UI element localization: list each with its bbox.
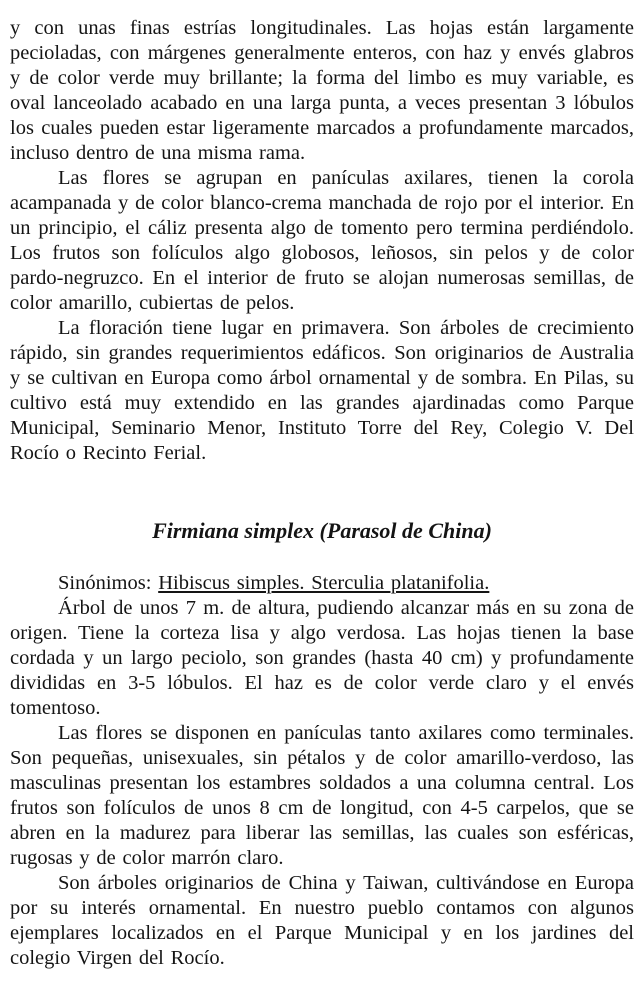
paragraph-origin-locations: Son árboles originarios de China y Taiwan, cultivándose en Europa por su interés ornamental. En nuestro pueblo contamos con algunos ejemplares localizados en el Parque Municipal y en los jardines del colegio Virgen del Rocío. (10, 872, 634, 969)
paragraph-flowers-description: Las flores se disponen en panículas tanto axilares como terminales. Son pequeñas, unisexuales, sin pétalos y de color amarillo-verdoso, las masculinas presentan los estambres soldados a una columna central. Los frutos son folículos de unos 8 cm de longitud, con 4-5 carpelos, que se abren en la madurez para liberar las semillas, las cuales son esféricas, rugosas y de color marrón claro. (10, 722, 634, 869)
synonyms-label: Sinónimos: (58, 572, 159, 594)
paragraph-leaves-continuation: y con unas finas estrías longitudinales. Las hojas están largamente pecioladas, con márgenes generalmente enteros, con haz y envés glabros y de color verde muy brillante; la forma del limbo es muy variable, es oval lanceolado acabado en una larga punta, a veces presentan 3 lóbulos los cuales pueden estar ligeramente marcados a profundamente marcados, incluso dentro de una misma rama. (10, 17, 634, 164)
paragraph-flowers-fruits: Las flores se agrupan en panículas axilares, tienen la corola acampanada y de color blanco-crema manchada de rojo por el interior. En un principio, el cáliz presenta algo de tomento pero termina perdiéndolo. Los frutos son folículos algo globosos, leñosos, sin pelos y de color pardo-negruzco. En el interior de fruto se alojan numerosas semillas, de color amarillo, cubiertas de pelos. (10, 167, 634, 314)
paragraph-flowering-cultivation: La floración tiene lugar en primavera. Son árboles de crecimiento rápido, sin grandes requerimientos edáficos. Son originarios de Australia y se cultivan en Europa como árbol ornamental y de sombra. En Pilas, su cultivo está muy extendido en las grandes ajardinadas como Parque Municipal, Seminario Menor, Instituto Torre del Rey, Colegio V. Del Rocío o Recinto Ferial. (10, 317, 634, 464)
synonyms-line (10, 571, 634, 596)
paragraph-tree-description: Árbol de unos 7 m. de altura, pudiendo alcanzar más en su zona de origen. Tiene la corteza lisa y algo verdosa. Las hojas tienen la base cordada y un largo peciolo, son grandes (hasta 40 cm) y profundamente divididas en 3-5 lóbulos. El haz es de color verde claro y el envés tomentoso. (10, 597, 634, 719)
synonyms-names: Hibiscus simples. Sterculia platanifolia. (158, 572, 490, 594)
species-heading: Firmiana simplex (Parasol de China) (152, 518, 492, 543)
